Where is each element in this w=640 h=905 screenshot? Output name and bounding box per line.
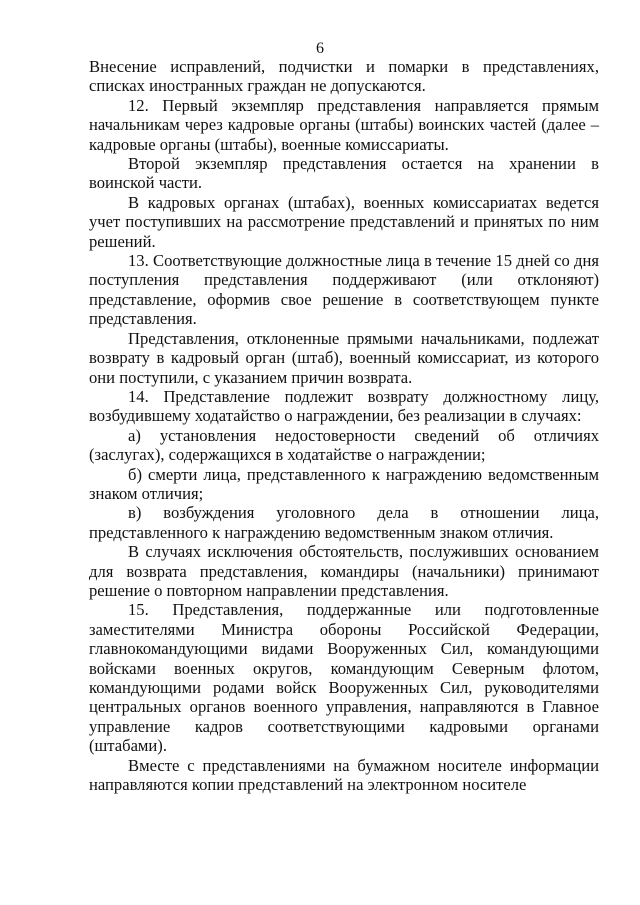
paragraph-item-14: 14. Представление подлежит возврату должностному лицу, возбудившему ходатайство о награждении, без реализации в случаях:	[89, 386, 599, 426]
paragraph-case-b: б) смерти лица, представленного к награждению ведомственным знаком отличия;	[89, 464, 599, 503]
paragraph-item-12: 12. Первый экземпляр представления направляется прямым начальникам через кадровые органы (штабы) воинских частей (далее – кадровые органы (штабы), военные комиссариаты.	[89, 95, 599, 154]
paragraph-corrections-not-allowed: Внесение исправлений, подчистки и помарки в представлениях, списках иностранных граждан не допускаются.	[89, 57, 599, 96]
paragraph-item-15: 15. Представления, поддержанные или подготовленные заместителями Министра обороны Российской Федерации, главнокомандующими видами Вооруженных Сил, командующими войсками военных округов, командующим Северным флотом, командующими родами войск Вооруженных Сил, руководителями центральных органов военного управления, направляются в Главное управление кадров соответствующими кадровыми органами (штабами).	[89, 600, 599, 756]
paragraph-case-a: а) установления недостоверности сведений об отличиях (заслугах), содержащихся в ходатайстве о награждении;	[89, 425, 599, 465]
paragraph-case-c: в) возбуждения уголовного дела в отношении лица, представленного к награждению ведомственным знаком отличия.	[89, 503, 599, 542]
paragraph-electronic-copies: Вместе с представлениями на бумажном носителе информации направляются копии представлений на электронном носителе	[89, 755, 599, 795]
paragraph-second-copy: Второй экземпляр представления остается на хранении в воинской части.	[89, 154, 599, 193]
paragraph-records-kept: В кадровых органах (штабах), военных комиссариатах ведется учет поступивших на рассмотрение представлений и принятых по ним решений.	[89, 192, 599, 251]
paragraph-item-13: 13. Соответствующие должностные лица в течение 15 дней со дня поступления представления поддерживают (или отклоняют) представление, оформив свое решение в соответствующем пункте представления.	[89, 251, 599, 329]
paragraph-resubmission: В случаях исключения обстоятельств, послуживших основанием для возврата представления, командиры (начальники) принимают решение о повторном направлении представления.	[89, 542, 599, 600]
paragraph-rejected-returned: Представления, отклоненные прямыми начальниками, подлежат возврату в кадровый орган (штаб), военный комиссариат, из которого они поступили, с указанием причин возврата.	[89, 328, 599, 387]
document-body	[89, 57, 599, 794]
page-number: 6	[316, 40, 324, 57]
